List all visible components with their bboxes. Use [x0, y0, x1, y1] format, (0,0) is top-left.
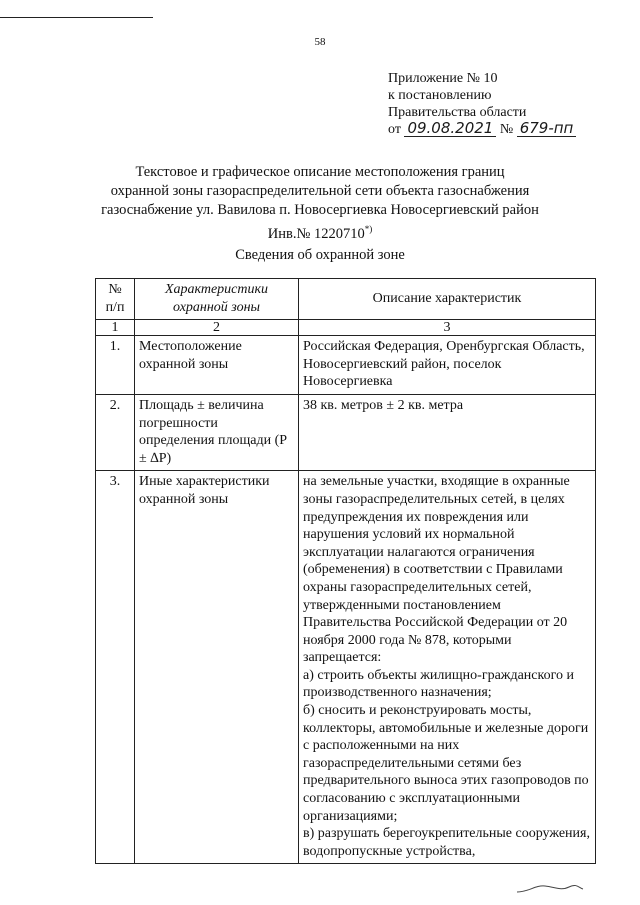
table-row: [96, 394, 596, 470]
table-index-row: [96, 320, 596, 336]
handwritten-date: 09.08.2021: [404, 121, 496, 137]
number-sign: №: [499, 122, 514, 137]
table-row: [96, 471, 596, 864]
row-num: 1.: [96, 336, 135, 395]
index-cell-1: 1: [96, 320, 135, 336]
appendix-date-line: [388, 121, 576, 138]
appendix-line-1: Приложение № 10: [388, 71, 498, 86]
header-num-sign: №: [108, 282, 122, 297]
header-num-pp: п/п: [105, 299, 125, 315]
header-num: [96, 279, 135, 320]
footnote-mark: *): [364, 224, 373, 234]
title-line-4: [60, 220, 580, 244]
appendix-line-3: Правительства области: [388, 105, 527, 120]
header-characteristics: Характеристики охранной зоны: [135, 279, 299, 320]
appendix-block: [388, 70, 576, 138]
section-subtitle: Сведения об охранной зоне: [235, 247, 405, 263]
from-prefix: от: [388, 122, 401, 137]
row-num: 2.: [96, 394, 135, 470]
row-value: на земельные участки, входящие в охранные зоны газораспределительных сетей, в целях предупреждения их повреждения или нарушения условий их нормальной эксплуатации налагаются ограничения (обременения) в соответствии с Правилами охраны газораспределительных сетей, утвержденными постановлением Правительства Российской Федерации от 20 ноября 2000 года № 878, которыми запрещается: а) строить объекты жилищно-гражданского и производственного назначения; б) сносить и реконструировать мосты, коллекторы, автомобильные и железные дороги с расположенными на них газораспределительными сетями без предварительного выноса этих газопроводов по согласованию с эксплуатационными организациями; в) разрушать берегоукрепительные сооружения, водопропускные устройства,: [299, 471, 596, 864]
table-header-row: [96, 279, 596, 320]
table-row: [96, 336, 596, 395]
row-num: 3.: [96, 471, 135, 864]
row-label: Иные характеристики охранной зоны: [135, 471, 299, 864]
document-title: [60, 163, 580, 244]
inventory-number: Инв.№ 1220710: [267, 225, 365, 242]
title-line-1: Текстовое и графическое описание местоположения границ: [135, 164, 505, 180]
row-value: 38 кв. метров ± 2 кв. метра: [299, 394, 596, 470]
row-label: Местоположение охранной зоны: [135, 336, 299, 395]
protected-zone-table: [95, 278, 596, 864]
title-line-3: газоснабжение ул. Вавилова п. Новосергиевка Новосергиевский район: [101, 202, 539, 218]
row-label: Площадь ± величина погрешности определения площади (P ± ∆P): [135, 394, 299, 470]
header-description: Описание характеристик: [299, 279, 596, 320]
title-line-2: охранной зоны газораспределительной сети объекта газоснабжения: [110, 183, 530, 199]
signature-mark: [515, 880, 585, 896]
handwritten-number: 679-пп: [517, 121, 577, 137]
index-cell-3: 3: [299, 320, 596, 336]
index-cell-2: 2: [135, 320, 299, 336]
row-value: Российская Федерация, Оренбургская Область, Новосергиевский район, поселок Новосергиевка: [299, 336, 596, 395]
page-number: 58: [314, 36, 326, 48]
top-rule: [0, 17, 153, 18]
appendix-line-2: к постановлению: [388, 88, 492, 103]
